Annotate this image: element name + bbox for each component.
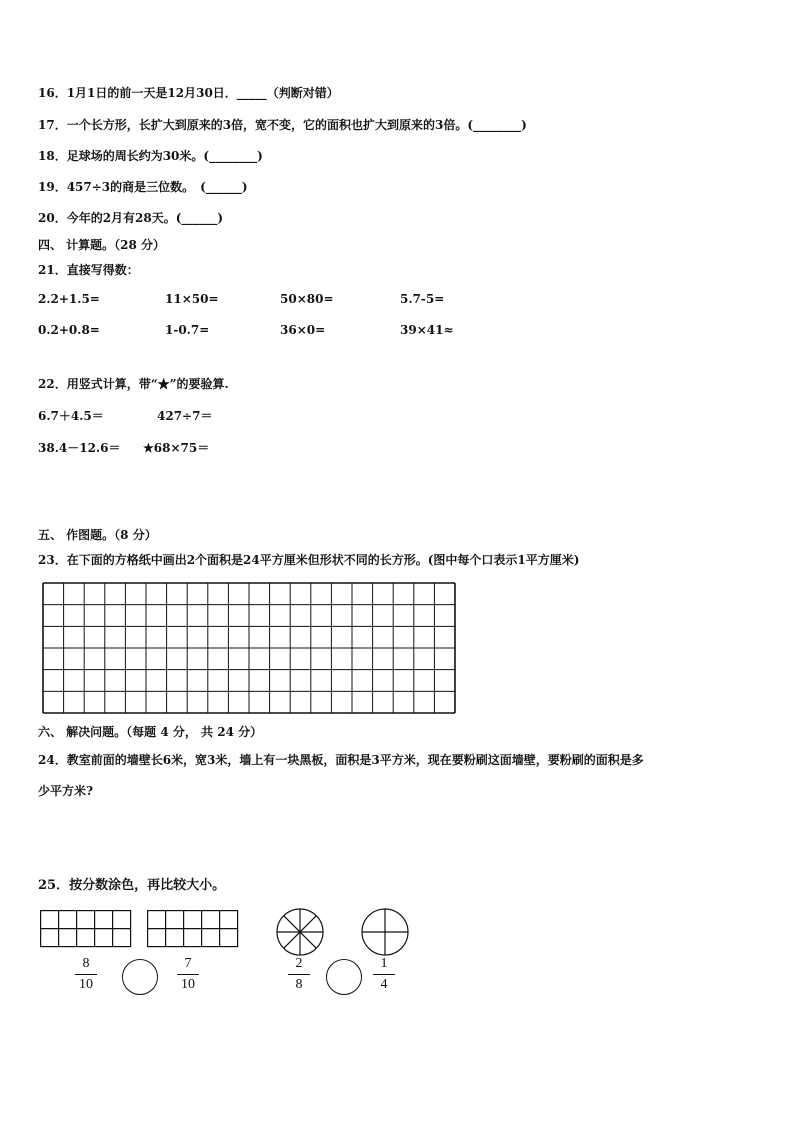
calc-item: 2.2+1.5=	[38, 292, 100, 306]
calc-item: 11×50=	[165, 292, 219, 306]
calc-item: 5.7-5=	[400, 292, 445, 306]
vertical-calc-item: 38.4－12.6＝	[38, 441, 121, 455]
fraction-7-10	[177, 956, 199, 993]
fraction-denominator: 8	[295, 977, 303, 992]
question-17: 17．一个长方形，长扩大到原来的3倍，宽不变，它的面积也扩大到原来的3倍。(________)	[38, 118, 527, 132]
question-24-line-1: 24．教室前面的墙壁长6米，宽3米，墙上有一块黑板，面积是3平方米，现在要粉刷这面墙壁，要粉刷的面积是多	[38, 753, 644, 767]
fraction-8-10	[75, 956, 97, 993]
question-18: 18．足球场的周长约为30米。(________)	[38, 149, 263, 163]
fraction-numerator: 8	[82, 956, 90, 971]
section-4-title: 四、 计算题。（28 分）	[38, 238, 166, 252]
calc-item: 50×80=	[280, 292, 334, 306]
fraction-denominator: 4	[380, 977, 388, 992]
calc-item: 39×41≈	[400, 323, 454, 337]
fraction-numerator: 7	[184, 956, 192, 971]
fraction-denominator: 10	[79, 977, 93, 992]
section-5-title: 五、 作图题。（8 分）	[38, 528, 157, 542]
fraction-denominator: 10	[181, 977, 195, 992]
rectangle-tenths-1[interactable]	[40, 910, 132, 948]
calc-item: 0.2+0.8=	[38, 323, 100, 337]
question-22-title: 22．用竖式计算，带“★”的要验算.	[38, 377, 229, 391]
square-grid-paper[interactable]	[42, 582, 456, 714]
fraction-1-4	[373, 956, 395, 993]
vertical-calc-item: 427÷7＝	[157, 409, 213, 423]
question-19: 19．457÷3的商是三位数。 (______)	[38, 180, 248, 194]
rectangle-tenths-2[interactable]	[147, 910, 239, 948]
question-25-title: 25．按分数涂色，再比较大小。	[38, 878, 226, 893]
question-16: 16．1月1日的前一天是12月30日．_____（判断对错）	[38, 86, 339, 100]
fraction-numerator: 2	[295, 956, 303, 971]
vertical-calc-item: ★68×75＝	[143, 441, 210, 455]
question-24-line-2: 少平方米?	[38, 784, 94, 798]
calc-item: 36×0=	[280, 323, 326, 337]
compare-circle-1[interactable]	[122, 959, 158, 995]
fraction-numerator: 1	[380, 956, 388, 971]
question-23-title: 23．在下面的方格纸中画出2个面积是24平方厘米但形状不同的长方形。(图中每个口表示1平方厘米)	[38, 553, 580, 567]
calc-item: 1-0.7=	[165, 323, 210, 337]
question-20: 20．今年的2月有28天。(______)	[38, 211, 224, 225]
fraction-2-8	[288, 956, 310, 993]
question-21-title: 21．直接写得数：	[38, 263, 139, 277]
compare-circle-2[interactable]	[326, 959, 362, 995]
circle-quarters[interactable]	[360, 907, 410, 957]
section-6-title: 六、 解决问题。（每题 4 分， 共 24 分）	[38, 725, 263, 739]
circle-eighths[interactable]	[275, 907, 325, 957]
vertical-calc-item: 6.7＋4.5＝	[38, 409, 104, 423]
